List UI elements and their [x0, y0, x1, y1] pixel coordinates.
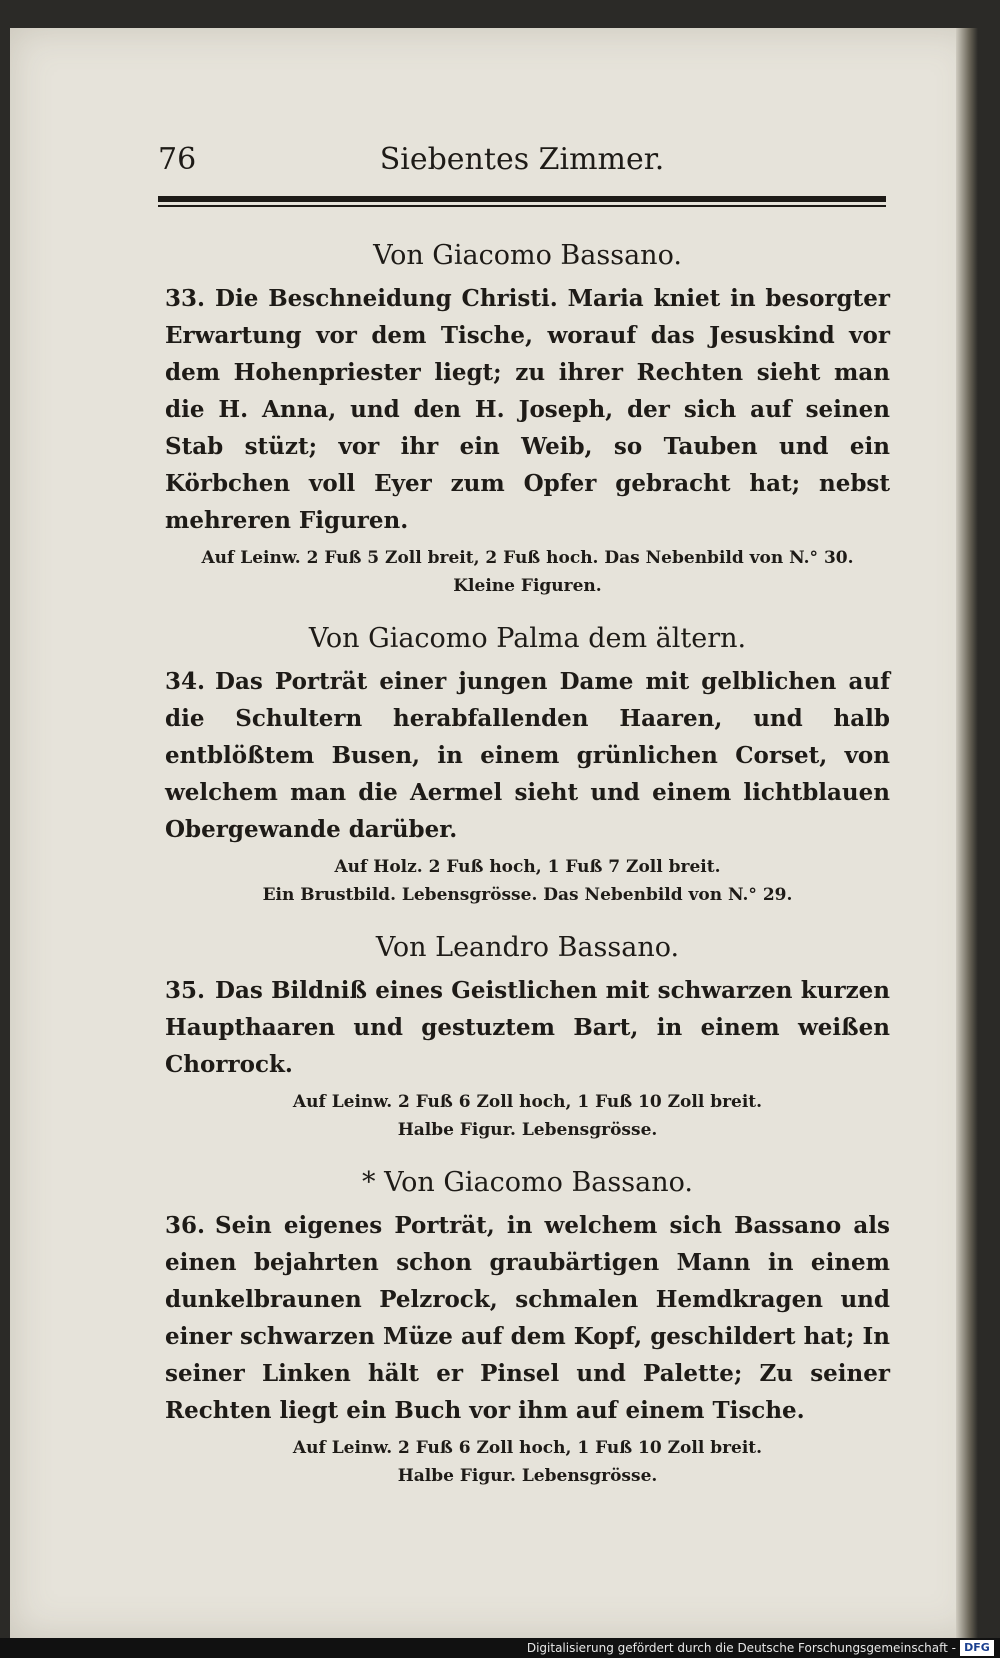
funding-notice: Digitalisierung gefördert durch die Deutsche Forschungsgemeinschaft -: [526, 1641, 956, 1655]
entry-description: Sein eigenes Porträt, in welchem sich Bassano als einen bejahrten schon graubärtigen Mann in einem dunkelbraunen Pelzrock, schmalen Hemdkragen und einer schwarzen Müze auf dem Kopf, geschildert hat; In seiner Linken hält er Pinsel und Palette; Zu seiner Rechten liegt ein Buch vor ihm auf einem Tische.: [165, 1212, 890, 1424]
page-number: 76: [158, 142, 197, 177]
entry-number: 34.: [165, 668, 206, 695]
digitization-footer: [0, 1638, 1000, 1658]
entry-heading: Von Leandro Bassano.: [375, 932, 680, 963]
entry-heading: * Von Giacomo Bassano.: [362, 1167, 693, 1198]
book-spine: [956, 28, 978, 1638]
entry-description: Die Beschneidung Christi. Maria kniet in besorgter Erwartung vor dem Tische, worauf das Jesuskind vor dem Hohenpriester liegt; zu ihrer Rechten sieht man die H. Anna, und den H. Joseph, der sich auf seinen Stab stüzt; vor ihr ein Weib, so Tauben und ein Körbchen voll Eyer zum Opfer gebracht hat; nebst mehreren Figuren.: [165, 285, 890, 534]
running-title: Siebentes Zimmer.: [379, 142, 665, 177]
entry-heading: Von Giacomo Bassano.: [373, 240, 682, 271]
dfg-logo: DFG: [960, 1640, 994, 1656]
entry-text: [165, 663, 890, 848]
entry-note: Halbe Figur. Lebensgrösse.: [397, 1120, 658, 1140]
entry: [165, 930, 890, 1143]
entry-note: Halbe Figur. Lebensgrösse.: [397, 1466, 658, 1486]
entry-description: Das Bildniß eines Geistlichen mit schwarzen kurzen Haupthaaren und gestuztem Bart, in einem weißen Chorrock.: [165, 977, 890, 1078]
entry-number: 35.: [165, 977, 206, 1004]
page-header: [158, 138, 886, 188]
entry-note: Auf Leinw. 2 Fuß 6 Zoll hoch, 1 Fuß 10 Zoll breit.: [292, 1438, 763, 1458]
entry-note: Auf Leinw. 2 Fuß 6 Zoll hoch, 1 Fuß 10 Zoll breit.: [292, 1092, 763, 1112]
entry-number: 33.: [165, 285, 206, 312]
header-rule-thin: [158, 205, 886, 207]
entry-text: [165, 280, 890, 539]
entry-note: Auf Leinw. 2 Fuß 5 Zoll breit, 2 Fuß hoch. Das Nebenbild von N.° 30.: [201, 548, 854, 568]
entry: [165, 238, 890, 599]
entry-heading: Von Giacomo Palma dem ältern.: [308, 623, 747, 654]
header-rule: [158, 196, 886, 202]
entry-description: Das Porträt einer jungen Dame mit gelblichen auf die Schultern herabfallenden Haaren, und halb entblößtem Busen, in einem grünlichen Corset, von welchem man die Aermel sieht und einem lichtblauen Obergewande darüber.: [165, 668, 890, 843]
entry: [165, 621, 890, 908]
entry: [165, 1165, 890, 1489]
entry-text: [165, 972, 890, 1083]
entry-note: Ein Brustbild. Lebensgrösse. Das Nebenbild von N.° 29.: [262, 885, 793, 905]
entry-note: Kleine Figuren.: [453, 576, 602, 596]
entry-note: Auf Holz. 2 Fuß hoch, 1 Fuß 7 Zoll breit.: [334, 857, 721, 877]
entry-text: [165, 1207, 890, 1429]
entry-number: 36.: [165, 1212, 206, 1239]
page-body: [165, 238, 890, 1489]
